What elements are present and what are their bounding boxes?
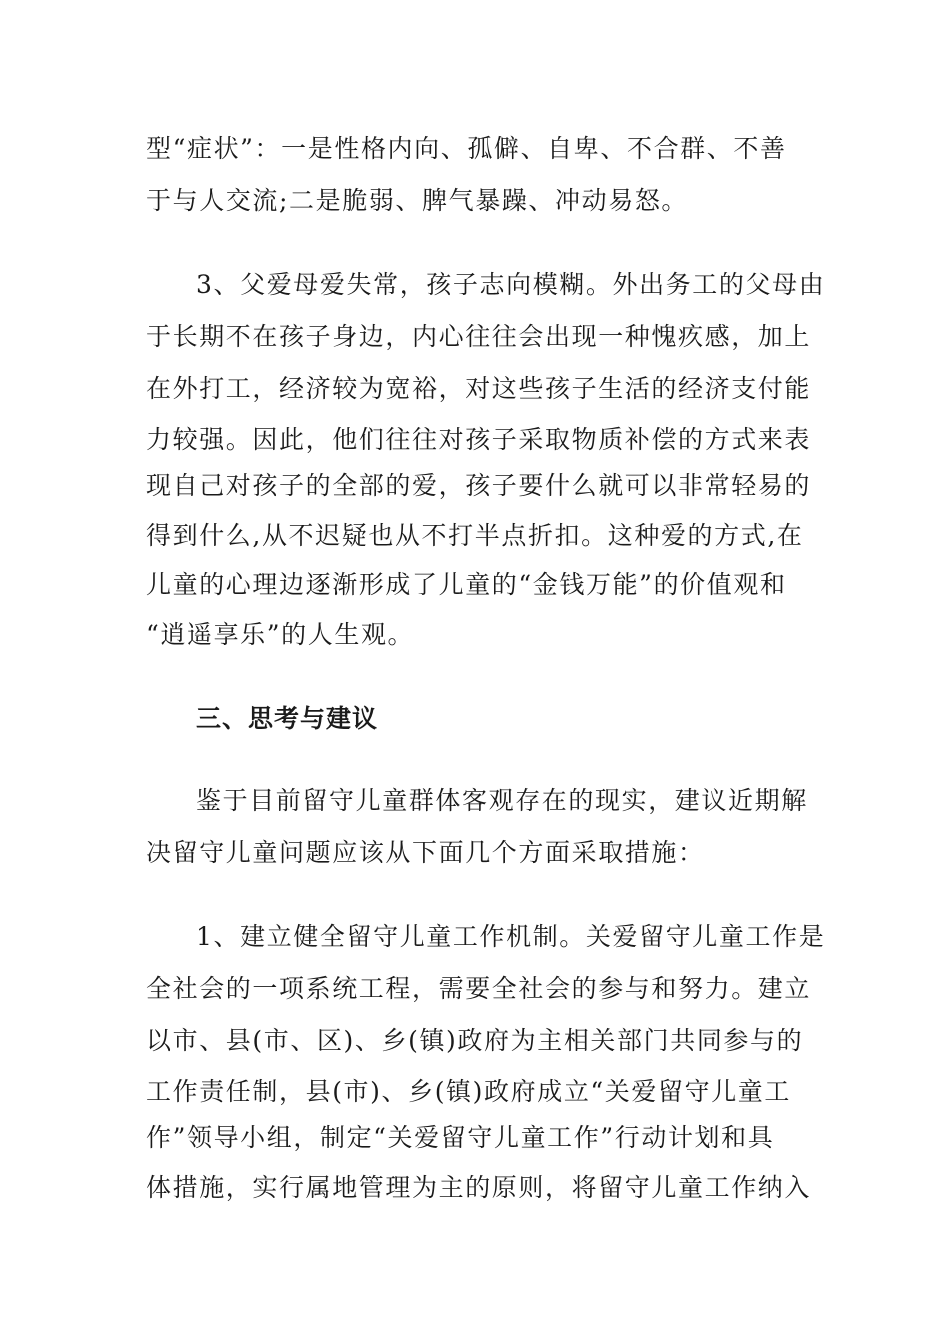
paragraph-symptoms-line: 型“症状”：一是性格内向、孤僻、自卑、不合群、不善	[146, 134, 787, 163]
paragraph-3-line: 现自己对孩子的全部的爱，孩子要什么就可以非常轻易的	[146, 471, 812, 500]
paragraph-3-line: 3、父爱母爱失常，孩子志向模糊。外出务工的父母由	[196, 270, 826, 299]
paragraph-1-line: 以市、县(市、区)、乡(镇)政府为主相关部门共同参与的	[146, 1026, 804, 1055]
section-heading: 三、思考与建议	[196, 704, 379, 733]
paragraph-1-line: 体措施，实行属地管理为主的原则，将留守儿童工作纳入	[146, 1173, 812, 1202]
paragraph-1-line: 工作责任制，县(市)、乡(镇)政府成立“关爱留守儿童工	[146, 1077, 791, 1106]
paragraph-3-line: 得到什么,从不迟疑也从不打半点折扣。这种爱的方式,在	[146, 521, 804, 550]
paragraph-intro-line: 鉴于目前留守儿童群体客观存在的现实，建议近期解	[196, 786, 808, 815]
paragraph-1-line: 1、建立健全留守儿童工作机制。关爱留守儿童工作是	[196, 922, 826, 951]
paragraph-3-line: 在外打工，经济较为宽裕，对这些孩子生活的经济支付能	[146, 374, 812, 403]
paragraph-1-line: 全社会的一项系统工程，需要全社会的参与和努力。建立	[146, 974, 812, 1003]
paragraph-3-line: 儿童的心理边逐渐形成了儿童的“金钱万能”的价值观和	[146, 570, 787, 599]
paragraph-symptoms-line: 于与人交流;二是脆弱、脾气暴躁、冲动易怒。	[146, 186, 689, 215]
paragraph-intro-line: 决留守儿童问题应该从下面几个方面采取措施：	[146, 838, 705, 867]
paragraph-3-line: 于长期不在孩子身边，内心往往会出现一种愧疚感，加上	[146, 322, 812, 351]
paragraph-3-line: “逍遥享乐”的人生观。	[146, 620, 415, 649]
paragraph-3-line: 力较强。因此，他们往往对孩子采取物质补偿的方式来表	[146, 425, 812, 454]
paragraph-1-line: 作”领导小组，制定“关爱留守儿童工作”行动计划和具	[146, 1123, 775, 1152]
